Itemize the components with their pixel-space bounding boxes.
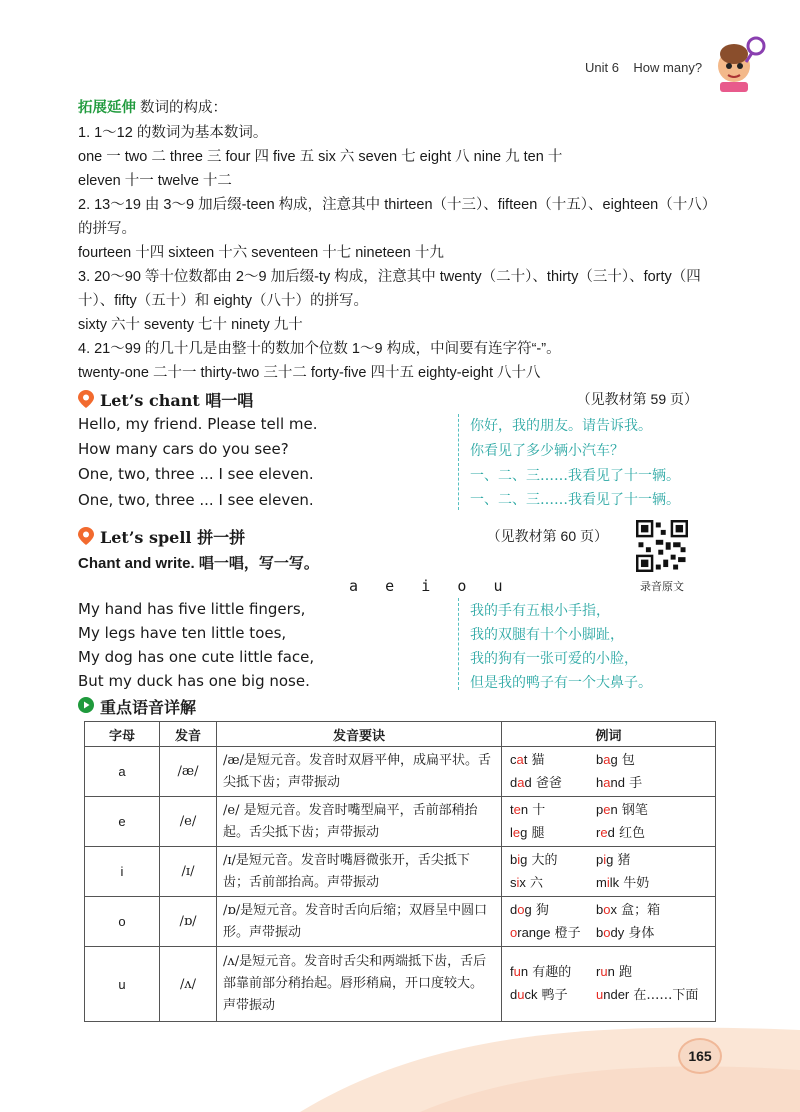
phonics-table [84, 721, 716, 1022]
table-row [85, 947, 716, 1022]
example-word: hand 手 [596, 774, 643, 791]
spell-line-cn: 我的手有五根小手指， [470, 603, 610, 619]
chant-line-en: One, two, three ... I see eleven. [78, 491, 314, 509]
description-cell: /ɒ/是短元音。发音时舌向后缩；双唇呈中圆口形。声带振动 [217, 897, 502, 947]
example-word: six 六 [510, 874, 544, 891]
examples-cell [502, 747, 716, 797]
chant-line-cn: 一、二、三……我看见了十一辆。 [470, 492, 680, 508]
example-word: red 红色 [596, 824, 645, 841]
page-header [585, 60, 702, 75]
chant-line-en: How many cars do you see? [78, 440, 289, 458]
divider [458, 414, 459, 510]
table-row [85, 747, 716, 797]
extension-line: sixty 六十 seventy 七十 ninety 九十 [78, 317, 303, 333]
description-cell: /æ/是短元音。发音时双唇平伸，成扁平状。舌尖抵下齿；声带振动 [217, 747, 502, 797]
example-word: run 跑 [596, 964, 632, 980]
sound-cell: /ʌ/ [160, 947, 217, 1022]
example-word: orange 橙子 [510, 924, 581, 941]
letter-cell: o [85, 897, 160, 947]
unit-title: How many? [633, 60, 703, 75]
sound-cell: /e/ [160, 797, 217, 847]
example-word: dad 爸爸 [510, 774, 562, 791]
sound-cell: /ɒ/ [160, 897, 217, 947]
extension-line: one 一 two 二 three 三 four 四 five 五 six 六 seven 七 eight 八 nine 九 ten 十 [78, 149, 563, 165]
example-word: ten 十 [510, 801, 546, 818]
chant-title: Let’s chant 唱一唱 [100, 391, 254, 410]
extension-line: twenty-one 二十一 thirty-two 三十二 forty-five 四十五 eighty-eight 八十八 [78, 365, 541, 381]
spell-instruction: Chant and write. 唱一唱，写一写。 [78, 555, 319, 572]
spell-line-en: My hand has five little fingers, [78, 600, 306, 618]
divider [458, 598, 459, 690]
extension-line: 2. 13～19 由 3～9 加后缀-teen 构成，注意其中 thirteen（十三）、fifteen（十五）、eighteen（十八） [78, 197, 717, 213]
table-header-row [85, 722, 716, 747]
page-number: 165 [678, 1038, 722, 1074]
table-row [85, 897, 716, 947]
location-pin-icon [78, 390, 94, 408]
extension-line: fourteen 十四 sixteen 十六 seventeen 十七 nineteen 十九 [78, 245, 444, 261]
extension-heading [78, 96, 227, 117]
spell-line-en: My dog has one cute little face, [78, 648, 315, 666]
extension-title: 数词的构成： [140, 100, 228, 116]
unit-label: Unit 6 [585, 60, 619, 75]
letter-cell: i [85, 847, 160, 897]
column-header: 发音要诀 [217, 722, 502, 747]
example-word: dog 狗 [510, 901, 549, 918]
spell-letters: a e i o u [349, 577, 503, 595]
letter-cell: a [85, 747, 160, 797]
spell-ref: （见教材第 60 页） [486, 528, 608, 544]
extension-line: 3. 20～90 等十位数都由 2～9 加后缀-ty 构成，注意其中 twenty（二十）、thirty（三十）、forty（四 [78, 269, 701, 285]
extension-line: eleven 十一 twelve 十二 [78, 173, 232, 189]
example-word: big 大的 [510, 851, 558, 868]
extension-tag: 拓展延伸 [78, 100, 136, 116]
qr-caption: 录音原文 [640, 581, 684, 593]
example-word: under 在……下面 [596, 987, 699, 1003]
location-pin-icon [78, 527, 94, 545]
mascot-icon [712, 32, 768, 92]
description-cell: /ɪ/是短元音。发音时嘴唇微张开，舌尖抵下齿；舌前部抬高。声带振动 [217, 847, 502, 897]
spell-line-cn: 我的狗有一张可爱的小脸， [470, 651, 638, 667]
chant-line-en: One, two, three ... I see eleven. [78, 465, 314, 483]
chant-line-en: Hello, my friend. Please tell me. [78, 415, 318, 433]
letter-cell: u [85, 947, 160, 1022]
sound-cell: /ɪ/ [160, 847, 217, 897]
table-row [85, 847, 716, 897]
example-word: milk 牛奶 [596, 874, 650, 891]
example-word: pig 猪 [596, 851, 631, 868]
description-cell: /e/ 是短元音。发音时嘴型扁平，舌前部稍抬起。舌尖抵下齿；声带振动 [217, 797, 502, 847]
description-cell: /ʌ/是短元音。发音时舌尖和两端抵下齿，舌后部靠前部分稍抬起。唇形稍扁，开口度较大。声带振动 [217, 947, 502, 1022]
column-header: 例词 [502, 722, 716, 747]
example-word: leg 腿 [510, 824, 545, 841]
letter-cell: e [85, 797, 160, 847]
example-word: pen 钢笔 [596, 801, 648, 818]
example-word: fun 有趣的 [510, 964, 572, 980]
phonics-title: 重点语音详解 [100, 700, 197, 717]
spell-line-en: But my duck has one big nose. [78, 672, 310, 690]
chant-section-header [78, 388, 698, 410]
spell-line-cn: 我的双腿有十个小脚趾， [470, 627, 624, 643]
play-bullet-icon [78, 697, 94, 713]
table-row [85, 797, 716, 847]
spell-section-header [78, 525, 608, 547]
chant-ref: （见教材第 59 页） [576, 391, 698, 407]
example-word: body 身体 [596, 924, 655, 941]
qr-code-icon[interactable] [636, 520, 688, 572]
examples-cell [502, 797, 716, 847]
example-word: cat 猫 [510, 751, 545, 768]
example-word: box 盒；箱 [596, 901, 661, 918]
spell-line-en: My legs have ten little toes, [78, 624, 287, 642]
extension-line: 1. 1～12 的数词为基本数词。 [78, 125, 268, 141]
chant-line-cn: 一、二、三……我看见了十一辆。 [470, 468, 680, 484]
column-header: 字母 [85, 722, 160, 747]
examples-cell [502, 947, 716, 1022]
column-header: 发音 [160, 722, 217, 747]
extension-line: 的拼写。 [78, 221, 136, 237]
examples-cell [502, 897, 716, 947]
chant-line-cn: 你好，我的朋友。请告诉我。 [470, 418, 652, 434]
example-word: duck 鸭子 [510, 987, 568, 1003]
extension-line: 4. 21～99 的几十几是由整十的数加个位数 1～9 构成，中间要有连字符“-”。 [78, 341, 561, 357]
example-word: bag 包 [596, 751, 635, 768]
examples-cell [502, 847, 716, 897]
chant-line-cn: 你看见了多少辆小汽车？ [470, 443, 624, 459]
spell-title: Let’s spell 拼一拼 [100, 528, 246, 547]
extension-line: 十）、fifty（五十）和 eighty（八十）的拼写。 [78, 293, 369, 309]
spell-line-cn: 但是我的鸭子有一个大鼻子。 [470, 675, 652, 691]
sound-cell: /æ/ [160, 747, 217, 797]
